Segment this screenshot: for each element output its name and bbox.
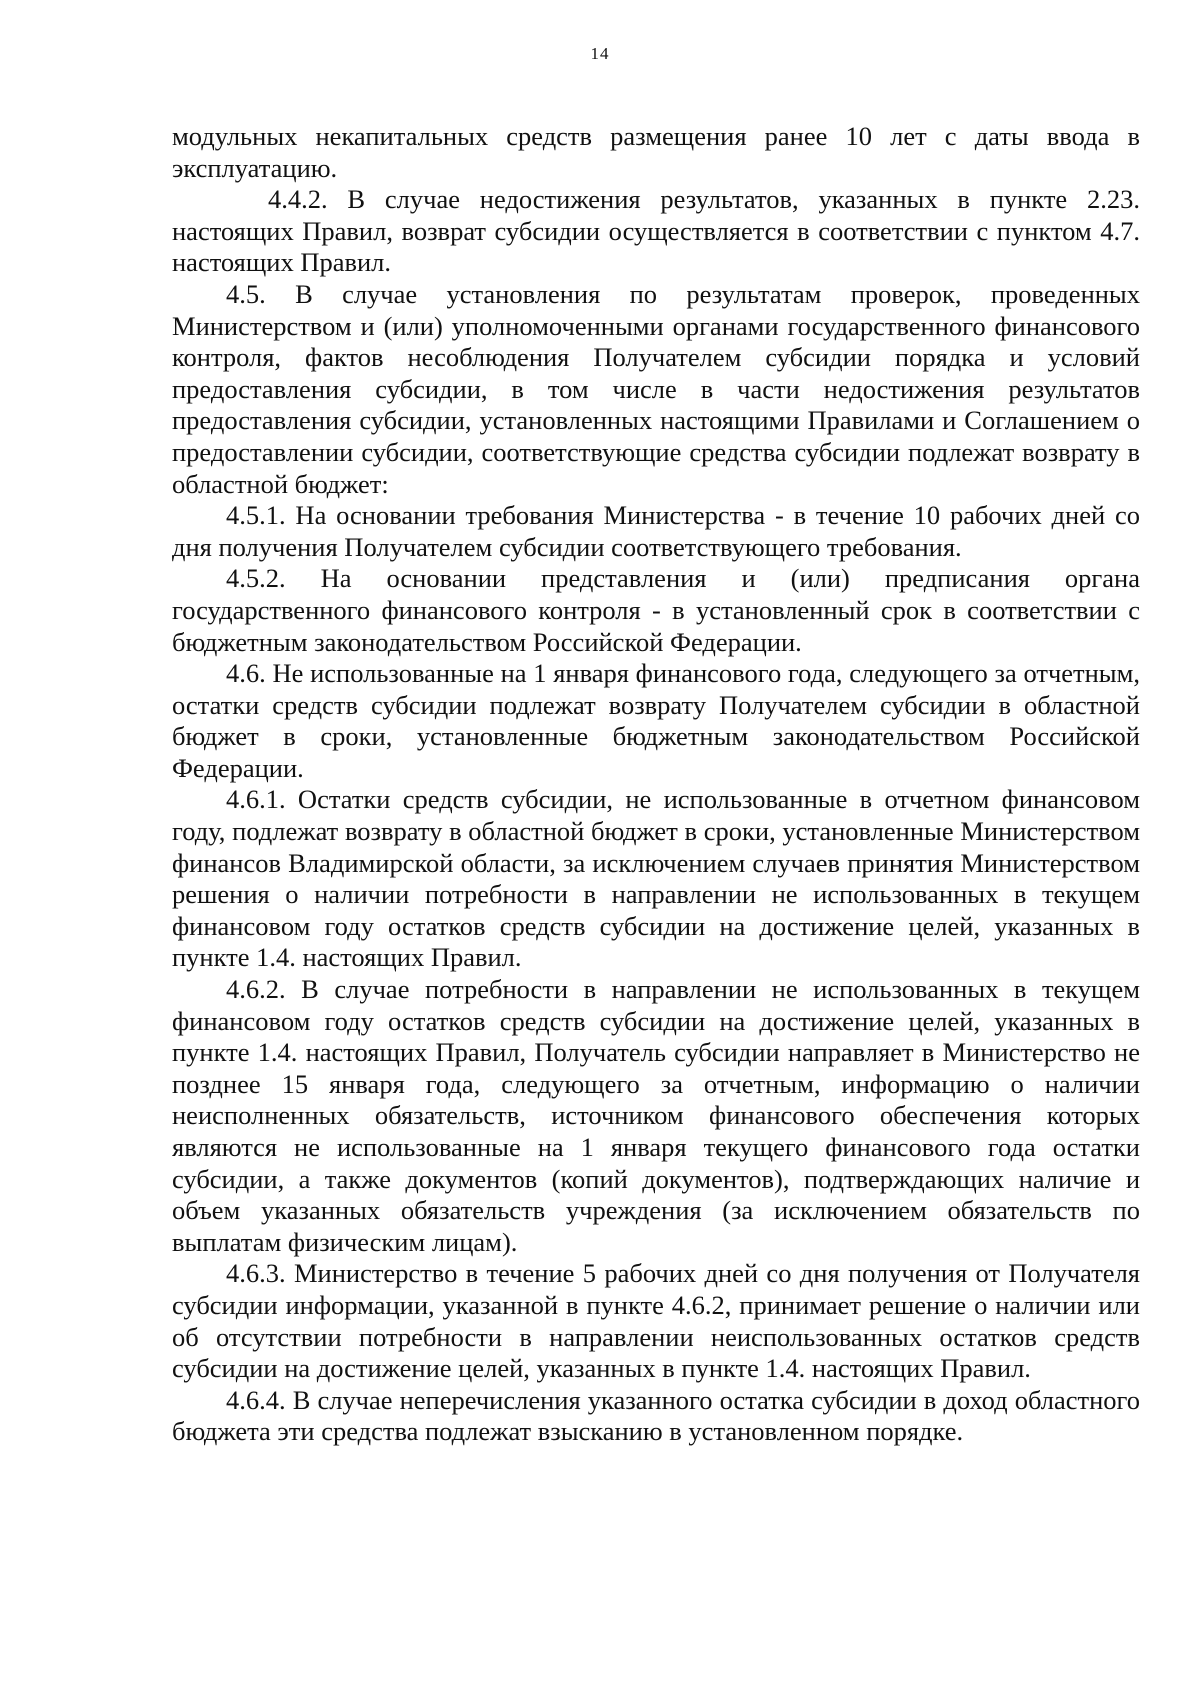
paragraph-continuation: модульных некапитальных средств размещения ранее 10 лет с даты ввода в эксплуатацию.	[172, 121, 1140, 183]
paragraph-4-5-1: 4.5.1. На основании требования Министерства - в течение 10 рабочих дней со дня получения Получателем субсидии соответствующего требования.	[172, 500, 1140, 562]
paragraph-4-5-2: 4.5.2. На основании представления и (или) предписания органа государственного финансового контроля - в установленный срок в соответствии с бюджетным законодательством Российской Федерации.	[172, 563, 1140, 657]
paragraph-4-6-2: 4.6.2. В случае потребности в направлении не использованных в текущем финансовом году остатков средств субсидии на достижение целей, указанных в пункте 1.4. настоящих Правил, Получатель субсидии направляет в Министерство не позднее 15 января года, следующего за отчетным, информацию о наличии неисполненных обязательств, источником финансового обеспечения которых являются не использованные на 1 января текущего финансового года остатки субсидии, а также документов (копий документов), подтверждающих наличие и объем указанных обязательств учреждения (за исключением обязательств по выплатам физическим лицам).	[172, 974, 1140, 1257]
page-number: 14	[590, 44, 610, 63]
paragraph-4-6-3: 4.6.3. Министерство в течение 5 рабочих дней со дня получения от Получателя субсидии информации, указанной в пункте 4.6.2, принимает решение о наличии или об отсутствии потребности в направлении неиспользованных остатков средств субсидии на достижение целей, указанных в пункте 1.4. настоящих Правил.	[172, 1258, 1140, 1384]
document-body	[172, 121, 1140, 1448]
paragraph-4-6: 4.6. Не использованные на 1 января финансового года, следующего за отчетным, остатки средств субсидии подлежат возврату Получателем субсидии в областной бюджет в сроки, установленные бюджетным законодательством Российской Федерации.	[172, 658, 1140, 783]
paragraph-4-6-4: 4.6.4. В случае неперечисления указанного остатка субсидии в доход областного бюджета эти средства подлежат взысканию в установленном порядке.	[172, 1384, 1140, 1447]
paragraph-4-4-2: 4.4.2. В случае недостижения результатов, указанных в пункте 2.23. настоящих Правил, возврат субсидии осуществляется в соответствии с пунктом 4.7. настоящих Правил.	[172, 184, 1140, 278]
paragraph-4-5: 4.5. В случае установления по результатам проверок, проведенных Министерством и (или) уполномоченными органами государственного финансового контроля, фактов несоблюдения Получателем субсидии порядка и условий предоставления субсидии, в том числе в части недостижения результатов предоставления субсидии, установленных настоящими Правилами и Соглашением о предоставлении субсидии, соответствующие средства субсидии подлежат возврату в областной бюджет:	[172, 278, 1140, 499]
paragraph-4-6-1: 4.6.1. Остатки средств субсидии, не использованные в отчетном финансовом году, подлежат возврату в областной бюджет в сроки, установленные Министерством финансов Владимирской области, за исключением случаев принятия Министерством решения о наличии потребности в направлении не использованных в текущем финансовом году остатков средств субсидии на достижение целей, указанных в пункте 1.4. настоящих Правил.	[172, 784, 1140, 973]
